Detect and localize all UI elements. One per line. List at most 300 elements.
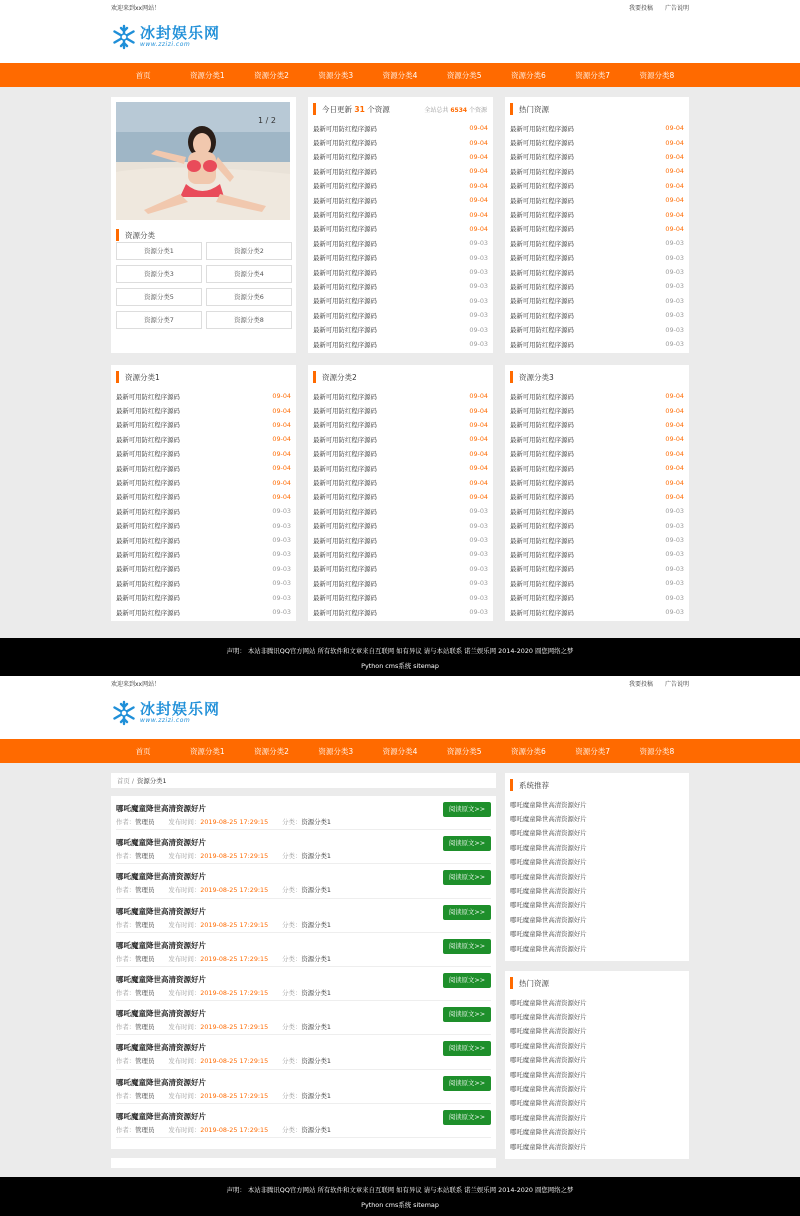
submit-link[interactable]: 我要投稿 <box>629 4 654 12</box>
heading-accent <box>510 103 513 115</box>
nav-item-cat1[interactable]: 资源分类1 <box>189 746 225 756</box>
list-item-title[interactable]: 最新可用防红程序源码 <box>510 522 574 531</box>
list-item-date: 09-03 <box>469 564 488 573</box>
list-item-title[interactable]: 最新可用防红程序源码 <box>510 211 574 220</box>
nav-item-cat2[interactable]: 资源分类2 <box>254 70 289 80</box>
sidebar-item[interactable]: 哪吒魔童降世高清资源好片 <box>510 1085 587 1094</box>
list-item-title[interactable]: 最新可用防红程序源码 <box>116 594 180 603</box>
list-item[interactable] <box>510 475 684 489</box>
category-button-8[interactable]: 资源分类8 <box>206 311 292 329</box>
sidebar-item[interactable]: 哪吒魔童降世高清资源好片 <box>510 872 587 881</box>
site-logo[interactable] <box>111 700 220 726</box>
list-item-title[interactable]: 最新可用防红程序源码 <box>313 139 377 148</box>
sidebar-item[interactable]: 哪吒魔童降世高清资源好片 <box>510 887 587 896</box>
hot-heading-text: 热门资源 <box>519 104 549 114</box>
side-hot-list <box>505 995 689 1153</box>
list-item-title[interactable]: 最新可用防红程序源码 <box>510 182 574 191</box>
list-item-title[interactable]: 最新可用防红程序源码 <box>313 153 377 162</box>
list-item-title[interactable]: 最新可用防红程序源码 <box>116 565 180 574</box>
list-item[interactable] <box>510 251 684 265</box>
list-item-title[interactable]: 最新可用防红程序源码 <box>313 297 377 306</box>
list-item-title[interactable]: 最新可用防红程序源码 <box>313 239 377 248</box>
list-item[interactable] <box>313 207 488 221</box>
article-title[interactable]: 哪吒魔童降世高清资源好片 <box>116 940 206 950</box>
list-item[interactable] <box>510 547 684 561</box>
list-item[interactable] <box>510 590 684 604</box>
list-item-title[interactable]: 最新可用防红程序源码 <box>313 493 377 502</box>
list-item-title[interactable]: 最新可用防红程序源码 <box>116 450 180 459</box>
sidebar-item[interactable]: 哪吒魔童降世高清资源好片 <box>510 829 587 838</box>
list-item-title[interactable]: 最新可用防红程序源码 <box>313 311 377 320</box>
list-item[interactable] <box>510 308 684 322</box>
list-item[interactable] <box>116 389 291 403</box>
list-item-title[interactable]: 最新可用防红程序源码 <box>510 196 574 205</box>
read-more-button[interactable]: 阅读原文>> <box>443 973 491 988</box>
list-item-title[interactable]: 最新可用防红程序源码 <box>313 479 377 488</box>
list-item[interactable] <box>313 461 488 475</box>
list-item[interactable] <box>313 389 488 403</box>
list-item-title[interactable]: 最新可用防红程序源码 <box>510 297 574 306</box>
article-row <box>116 1070 491 1104</box>
article-category[interactable]: 资源分类1 <box>301 852 331 861</box>
list-item-date: 09-04 <box>665 464 684 473</box>
list-item-title[interactable]: 最新可用防红程序源码 <box>510 254 574 263</box>
list-item[interactable] <box>313 475 488 489</box>
list-item[interactable] <box>313 490 488 504</box>
snowflake-icon <box>111 24 137 50</box>
article-author: 管理员 <box>135 886 155 895</box>
article-title[interactable]: 哪吒魔童降世高清资源好片 <box>116 1077 206 1087</box>
list-item[interactable] <box>313 590 488 604</box>
sidebar-item[interactable]: 哪吒魔童降世高清资源好片 <box>510 1070 587 1079</box>
list-item[interactable] <box>510 179 684 193</box>
article-title[interactable]: 哪吒魔童降世高清资源好片 <box>116 974 206 984</box>
list-item-title[interactable]: 最新可用防红程序源码 <box>510 392 574 401</box>
list-item-title[interactable]: 最新可用防红程序源码 <box>116 464 180 473</box>
nav-item-home[interactable]: 首页 <box>135 70 151 80</box>
list-item[interactable] <box>116 403 291 417</box>
nav-item-cat6[interactable]: 资源分类6 <box>511 746 546 756</box>
list-item[interactable] <box>313 432 488 446</box>
article-category[interactable]: 资源分类1 <box>301 818 331 826</box>
list-item-title[interactable]: 最新可用防红程序源码 <box>313 565 377 574</box>
read-more-button[interactable]: 阅读原文>> <box>443 1041 491 1056</box>
article-category[interactable]: 资源分类1 <box>301 988 331 997</box>
list-item[interactable] <box>313 504 488 518</box>
list-item-date: 09-04 <box>469 492 488 501</box>
heading-accent <box>510 977 513 989</box>
list-item[interactable] <box>510 605 684 619</box>
list-item-date: 09-03 <box>469 253 488 262</box>
list-item[interactable] <box>510 164 684 178</box>
article-meta: 作者：管理员 发布时间：2019-08-25 17:29:15 分类：资源分类1 <box>116 1125 331 1134</box>
nav-item-cat5[interactable]: 资源分类5 <box>446 746 482 756</box>
list-item[interactable] <box>510 403 684 417</box>
list-item[interactable] <box>510 490 684 504</box>
section-list <box>111 389 296 619</box>
list-item-title[interactable]: 最新可用防红程序源码 <box>313 435 377 444</box>
article-time: 2019-08-25 17:29:15 <box>200 988 269 997</box>
category-button-6[interactable]: 资源分类6 <box>206 288 292 306</box>
list-item[interactable] <box>116 533 291 547</box>
list-item-title[interactable]: 最新可用防红程序源码 <box>510 139 574 148</box>
list-item-title[interactable]: 最新可用防红程序源码 <box>510 153 574 162</box>
list-item[interactable] <box>510 135 684 149</box>
list-item[interactable] <box>116 519 291 533</box>
list-item-title[interactable]: 最新可用防红程序源码 <box>313 421 377 430</box>
recommend-panel <box>505 773 689 961</box>
read-more-button[interactable]: 阅读原文>> <box>443 905 491 920</box>
sidebar-item[interactable]: 哪吒魔童降世高清资源好片 <box>510 1128 587 1137</box>
sidebar-item[interactable]: 哪吒魔童降世高清资源好片 <box>510 1056 587 1065</box>
list-item-title[interactable]: 最新可用防红程序源码 <box>510 311 574 320</box>
nav-item-cat7[interactable]: 资源分类7 <box>575 746 611 756</box>
list-item-title[interactable]: 最新可用防红程序源码 <box>116 579 180 588</box>
list-item[interactable] <box>510 279 684 293</box>
side-hot-heading <box>505 971 689 995</box>
article-category[interactable]: 资源分类1 <box>301 886 331 895</box>
ad-info-link[interactable]: 广告说明 <box>664 680 689 688</box>
list-item-title[interactable]: 最新可用防红程序源码 <box>313 507 377 516</box>
heading-accent <box>116 371 119 383</box>
sidebar-item[interactable]: 哪吒魔童降世高清资源好片 <box>510 901 587 910</box>
nav-item-cat3[interactable]: 资源分类3 <box>318 746 354 756</box>
category-button-7[interactable]: 资源分类7 <box>116 311 202 329</box>
ad-info-link[interactable]: 广告说明 <box>664 4 689 12</box>
list-item[interactable] <box>313 308 488 322</box>
list-item-title[interactable]: 最新可用防红程序源码 <box>510 407 574 416</box>
nav-item-cat6[interactable]: 资源分类6 <box>511 70 546 80</box>
list-item[interactable] <box>510 207 684 221</box>
nav-item-cat1[interactable]: 资源分类1 <box>189 70 225 80</box>
list-item[interactable] <box>510 447 684 461</box>
list-item[interactable] <box>510 533 684 547</box>
list-item-date: 09-04 <box>469 152 488 161</box>
list-item[interactable] <box>116 475 291 489</box>
category-button-3[interactable]: 资源分类3 <box>116 265 202 283</box>
sidebar-item[interactable]: 哪吒魔童降世高清资源好片 <box>510 944 587 953</box>
list-item[interactable] <box>313 605 488 619</box>
category-button-2[interactable]: 资源分类2 <box>206 242 292 260</box>
read-more-button[interactable]: 阅读原文>> <box>443 1110 491 1125</box>
list-item[interactable] <box>116 432 291 446</box>
list-item-title[interactable]: 最新可用防红程序源码 <box>510 493 574 502</box>
list-item[interactable] <box>510 222 684 236</box>
sidebar-item[interactable]: 哪吒魔童降世高清资源好片 <box>510 800 587 809</box>
list-item-title[interactable]: 最新可用防红程序源码 <box>313 124 377 133</box>
list-item-title[interactable]: 最新可用防红程序源码 <box>510 239 574 248</box>
article-title[interactable]: 哪吒魔童降世高清资源好片 <box>116 1009 206 1019</box>
list-item-date: 09-03 <box>469 311 488 320</box>
article-category[interactable]: 资源分类1 <box>301 1125 331 1134</box>
list-item-title[interactable]: 最新可用防红程序源码 <box>313 167 377 176</box>
list-item-title[interactable]: 最新可用防红程序源码 <box>313 326 377 335</box>
section-cat1 <box>111 365 296 621</box>
article-title[interactable]: 哪吒魔童降世高清资源好片 <box>116 872 206 882</box>
sidebar-item[interactable]: 哪吒魔童降世高清资源好片 <box>510 843 587 852</box>
list-item-title[interactable]: 最新可用防红程序源码 <box>313 196 377 205</box>
article-category[interactable]: 资源分类1 <box>301 1091 331 1100</box>
list-item[interactable] <box>313 193 488 207</box>
list-item-date: 09-03 <box>665 282 684 291</box>
sidebar-item[interactable]: 哪吒魔童降世高清资源好片 <box>510 915 587 924</box>
article-time: 2019-08-25 17:29:15 <box>200 954 269 963</box>
list-item-title[interactable]: 最新可用防红程序源码 <box>313 211 377 220</box>
list-item[interactable] <box>116 590 291 604</box>
list-item-date: 09-03 <box>665 311 684 320</box>
list-item[interactable] <box>510 265 684 279</box>
list-item-date: 09-04 <box>469 406 488 415</box>
list-item-date: 09-03 <box>665 507 684 516</box>
list-item[interactable] <box>510 389 684 403</box>
list-item-title[interactable]: 最新可用防红程序源码 <box>313 340 377 349</box>
list-item[interactable] <box>313 164 488 178</box>
list-item[interactable] <box>313 322 488 336</box>
list-item[interactable] <box>313 236 488 250</box>
list-item[interactable] <box>510 418 684 432</box>
list-item[interactable] <box>313 533 488 547</box>
list-item-title[interactable]: 最新可用防红程序源码 <box>510 536 574 545</box>
list-item[interactable] <box>510 294 684 308</box>
list-item[interactable] <box>116 504 291 518</box>
list-item[interactable] <box>116 547 291 561</box>
read-more-button[interactable]: 阅读原文>> <box>443 1076 491 1091</box>
nav-item-cat2[interactable]: 资源分类2 <box>254 746 289 756</box>
list-item[interactable] <box>313 562 488 576</box>
article-title[interactable]: 哪吒魔童降世高清资源好片 <box>116 1111 206 1121</box>
list-item-date: 09-04 <box>665 124 684 133</box>
list-item-title[interactable]: 最新可用防红程序源码 <box>116 536 180 545</box>
sidebar-item[interactable]: 哪吒魔童降世高清资源好片 <box>510 1041 587 1050</box>
list-item-title[interactable]: 最新可用防红程序源码 <box>510 326 574 335</box>
list-item-date: 09-03 <box>469 239 488 248</box>
list-item[interactable] <box>313 294 488 308</box>
sidebar-item[interactable]: 哪吒魔童降世高清资源好片 <box>510 1027 587 1036</box>
read-more-button[interactable]: 阅读原文>> <box>443 802 491 817</box>
list-item-title[interactable]: 最新可用防红程序源码 <box>313 268 377 277</box>
list-item[interactable] <box>510 236 684 250</box>
article-meta: 作者：管理员 发布时间：2019-08-25 17:29:15 分类：资源分类1 <box>116 988 331 997</box>
list-item-title[interactable]: 最新可用防红程序源码 <box>510 167 574 176</box>
list-item[interactable] <box>510 121 684 135</box>
read-more-button[interactable]: 阅读原文>> <box>443 939 491 954</box>
article-category[interactable]: 资源分类1 <box>301 954 331 963</box>
footer-links[interactable]: Python cms系统 sitemap <box>361 662 439 670</box>
sidebar-item[interactable]: 哪吒魔童降世高清资源好片 <box>510 1113 587 1122</box>
list-item-title[interactable]: 最新可用防红程序源码 <box>510 340 574 349</box>
sidebar-item[interactable]: 哪吒魔童降世高清资源好片 <box>510 1099 587 1108</box>
list-item[interactable] <box>313 265 488 279</box>
footer <box>0 1177 800 1216</box>
list-item[interactable] <box>510 322 684 336</box>
list-item[interactable] <box>313 547 488 561</box>
sidebar-item[interactable]: 哪吒魔童降世高清资源好片 <box>510 858 587 867</box>
list-item-title[interactable]: 最新可用防红程序源码 <box>313 579 377 588</box>
list-item-title[interactable]: 最新可用防红程序源码 <box>313 608 377 617</box>
list-item-title[interactable]: 最新可用防红程序源码 <box>313 450 377 459</box>
list-item-title[interactable]: 最新可用防红程序源码 <box>313 522 377 531</box>
list-item-title[interactable]: 最新可用防红程序源码 <box>116 608 180 617</box>
list-item-title[interactable]: 最新可用防红程序源码 <box>510 550 574 559</box>
article-category[interactable]: 资源分类1 <box>301 1057 331 1066</box>
list-item-date: 09-04 <box>469 181 488 190</box>
list-item-title[interactable]: 最新可用防红程序源码 <box>313 536 377 545</box>
banner-slider[interactable] <box>116 102 290 220</box>
section-title[interactable]: 资源分类2 <box>322 372 357 382</box>
list-item-date: 09-03 <box>665 296 684 305</box>
hot-heading <box>505 97 689 121</box>
read-more-button[interactable]: 阅读原文>> <box>443 836 491 851</box>
category-button-5[interactable]: 资源分类5 <box>116 288 202 306</box>
sidebar-item[interactable]: 哪吒魔童降世高清资源好片 <box>510 815 587 824</box>
list-item-title[interactable]: 最新可用防红程序源码 <box>510 594 574 603</box>
list-item-title[interactable]: 最新可用防红程序源码 <box>313 225 377 234</box>
article-title[interactable]: 哪吒魔童降世高清资源好片 <box>116 906 206 916</box>
heading-accent <box>510 779 513 791</box>
list-item[interactable] <box>510 150 684 164</box>
submit-link[interactable]: 我要投稿 <box>629 680 654 688</box>
nav-item-cat5[interactable]: 资源分类5 <box>446 70 482 80</box>
nav-item-cat4[interactable]: 资源分类4 <box>382 746 418 756</box>
sidebar-item[interactable]: 哪吒魔童降世高清资源好片 <box>510 1013 587 1022</box>
list-item[interactable] <box>116 605 291 619</box>
article-category[interactable]: 资源分类1 <box>301 1023 331 1032</box>
list-item-title[interactable]: 最新可用防红程序源码 <box>116 507 180 516</box>
list-item-title[interactable]: 最新可用防红程序源码 <box>116 493 180 502</box>
list-item-date: 09-03 <box>272 521 291 530</box>
nav-item-cat8[interactable]: 资源分类8 <box>639 746 675 756</box>
site-logo[interactable] <box>111 24 220 50</box>
article-row <box>116 967 491 1001</box>
list-item[interactable] <box>313 251 488 265</box>
article-title[interactable]: 哪吒魔童降世高清资源好片 <box>116 804 206 813</box>
list-item-title[interactable]: 最新可用防红程序源码 <box>510 225 574 234</box>
article-meta: 作者：管理员 发布时间：2019-08-25 17:29:15 分类：资源分类1 <box>116 886 331 895</box>
list-item[interactable] <box>313 418 488 432</box>
list-item-title[interactable]: 最新可用防红程序源码 <box>116 407 180 416</box>
list-item-title[interactable]: 最新可用防红程序源码 <box>313 550 377 559</box>
list-item[interactable] <box>313 447 488 461</box>
list-item-date: 09-04 <box>665 138 684 147</box>
list-item-title[interactable]: 最新可用防红程序源码 <box>313 464 377 473</box>
list-item[interactable] <box>116 490 291 504</box>
article-title[interactable]: 哪吒魔童降世高清资源好片 <box>116 838 206 848</box>
list-item-date: 09-03 <box>469 325 488 334</box>
article-title[interactable]: 哪吒魔童降世高清资源好片 <box>116 1043 206 1053</box>
list-item-title[interactable]: 最新可用防红程序源码 <box>313 392 377 401</box>
list-item-title[interactable]: 最新可用防红程序源码 <box>116 435 180 444</box>
list-item-title[interactable]: 最新可用防红程序源码 <box>313 254 377 263</box>
list-item[interactable] <box>510 337 684 351</box>
list-item[interactable] <box>313 135 488 149</box>
list-item-title[interactable]: 最新可用防红程序源码 <box>510 565 574 574</box>
list-item[interactable] <box>510 562 684 576</box>
list-item-title[interactable]: 最新可用防红程序源码 <box>116 392 180 401</box>
list-item-title[interactable]: 最新可用防红程序源码 <box>510 608 574 617</box>
read-more-button[interactable]: 阅读原文>> <box>443 870 491 885</box>
list-item-title[interactable]: 最新可用防红程序源码 <box>116 479 180 488</box>
nav-item-cat7[interactable]: 资源分类7 <box>575 70 611 80</box>
heading-accent <box>313 103 316 115</box>
list-item[interactable] <box>313 150 488 164</box>
list-item-title[interactable]: 最新可用防红程序源码 <box>510 507 574 516</box>
article-author: 管理员 <box>135 954 155 963</box>
article-meta: 作者：管理员 发布时间：2019-08-25 17:29:15 分类：资源分类1 <box>116 1057 331 1066</box>
list-item[interactable] <box>313 121 488 135</box>
nav-item-cat3[interactable]: 资源分类3 <box>318 70 354 80</box>
category-button-4[interactable]: 资源分类4 <box>206 265 292 283</box>
list-item-title[interactable]: 最新可用防红程序源码 <box>313 594 377 603</box>
list-item[interactable] <box>510 432 684 446</box>
list-item-title[interactable]: 最新可用防红程序源码 <box>510 268 574 277</box>
list-item-title[interactable]: 最新可用防红程序源码 <box>510 421 574 430</box>
list-item-date: 09-04 <box>469 464 488 473</box>
nav-item-home[interactable]: 首页 <box>135 746 151 756</box>
list-item[interactable] <box>116 562 291 576</box>
nav-item-cat4[interactable]: 资源分类4 <box>382 70 418 80</box>
list-item[interactable] <box>510 504 684 518</box>
list-item-title[interactable]: 最新可用防红程序源码 <box>313 182 377 191</box>
today-heading <box>308 97 493 121</box>
list-item[interactable] <box>313 279 488 293</box>
logo-name: 冰封娱乐网 <box>140 24 221 42</box>
list-item-date: 09-04 <box>665 449 684 458</box>
list-item[interactable] <box>313 222 488 236</box>
section-title[interactable]: 资源分类1 <box>125 372 160 382</box>
list-item[interactable] <box>116 461 291 475</box>
sidebar-item[interactable]: 哪吒魔童降世高清资源好片 <box>510 1142 587 1151</box>
nav-item-cat8[interactable]: 资源分类8 <box>639 70 675 80</box>
section-title[interactable]: 资源分类3 <box>519 372 554 382</box>
list-item[interactable] <box>510 461 684 475</box>
list-item-title[interactable]: 最新可用防红程序源码 <box>510 450 574 459</box>
article-category[interactable]: 资源分类1 <box>301 920 331 929</box>
list-item-title[interactable]: 最新可用防红程序源码 <box>510 124 574 133</box>
list-item-title[interactable]: 最新可用防红程序源码 <box>313 282 377 291</box>
list-item-title[interactable]: 最新可用防红程序源码 <box>116 421 180 430</box>
list-item[interactable] <box>313 337 488 351</box>
list-item[interactable] <box>313 179 488 193</box>
sidebar-item[interactable]: 哪吒魔童降世高清资源好片 <box>510 930 587 939</box>
list-item[interactable] <box>510 193 684 207</box>
breadcrumb <box>111 773 496 788</box>
list-item-title[interactable]: 最新可用防红程序源码 <box>510 464 574 473</box>
list-item[interactable] <box>116 418 291 432</box>
list-item-title[interactable]: 最新可用防红程序源码 <box>116 550 180 559</box>
footer-links[interactable]: Python cms系统 sitemap <box>361 1201 439 1209</box>
list-item-title[interactable]: 最新可用防红程序源码 <box>510 282 574 291</box>
sidebar-item[interactable]: 哪吒魔童降世高清资源好片 <box>510 998 587 1007</box>
list-item-title[interactable]: 最新可用防红程序源码 <box>510 479 574 488</box>
article-author: 管理员 <box>135 818 155 826</box>
list-item-title[interactable]: 最新可用防红程序源码 <box>313 407 377 416</box>
list-item[interactable] <box>313 576 488 590</box>
list-item[interactable] <box>313 403 488 417</box>
category-button-1[interactable]: 资源分类1 <box>116 242 202 260</box>
list-item-title[interactable]: 最新可用防红程序源码 <box>510 579 574 588</box>
list-item-title[interactable]: 最新可用防红程序源码 <box>116 522 180 531</box>
breadcrumb-home[interactable]: 首页 / <box>117 777 134 785</box>
list-item[interactable] <box>116 447 291 461</box>
article-time: 2019-08-25 17:29:15 <box>200 886 269 895</box>
list-item[interactable] <box>510 519 684 533</box>
list-item-date: 09-03 <box>272 579 291 588</box>
list-item[interactable] <box>116 576 291 590</box>
read-more-button[interactable]: 阅读原文>> <box>443 1007 491 1022</box>
list-item[interactable] <box>313 519 488 533</box>
list-item-title[interactable]: 最新可用防红程序源码 <box>510 435 574 444</box>
list-item[interactable] <box>510 576 684 590</box>
